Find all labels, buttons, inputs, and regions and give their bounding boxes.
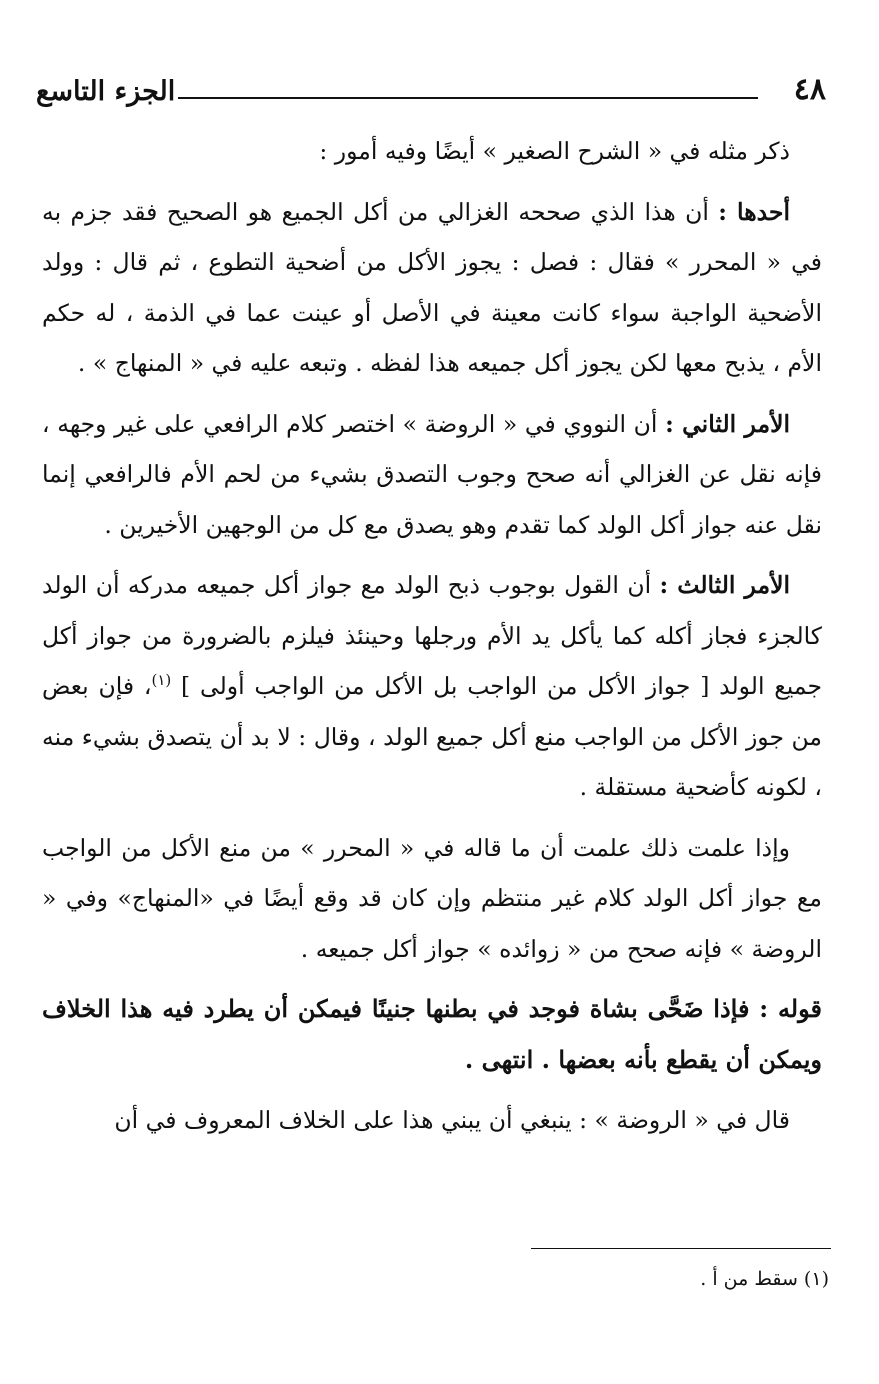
running-head: الجزء التاسع [36,76,176,107]
paragraph-rawda [42,1095,822,1146]
paragraph-text: أن هذا الذي صححه الغزالي من أكل الجميع هو الصحيح فقد جزم به في « المحرر » فقال : فصل : يجوز الأكل من أضحية التطوع ، ثم قال : وولد الأضحية الواجبة سواء كانت معينة في الأصل أو عينت عما في الذمة ، له حكم الأم ، يذبح معها لكن يجوز أكل جميعه هذا لفظه . وتبعه عليه في « المنهاج » . [42,197,822,377]
footnote-reference: (١) [151,671,172,690]
page-number: ٤٨ [793,72,826,107]
footnote-rule [531,1248,831,1249]
footnote: (١) سقط من أ . [700,1268,829,1290]
paragraph-text: أن النووي في « الروضة » اختصر كلام الرافعي على غير وجهه ، فإنه نقل عن الغزالي أنه صحح وجوب التصدق بشيء من لحم الأم فالرافعي إنما نقل عنه جواز أكل الولد كما تقدم وهو يصدق مع كل من الوجهين الأخيرين . [42,409,822,539]
page-header [36,62,826,122]
paragraph-text: قال في « الروضة » : ينبغي أن يبني هذا على الخلاف المعروف في أن [114,1106,790,1134]
paragraph-first-point [42,187,822,389]
paragraph-intro [42,126,822,177]
paragraph-text: وإذا علمت ذلك علمت أن ما قاله في « المحرر » من منع الأكل من الواجب مع جواز أكل الولد كلام غير منتظم وإن كان قد وقع أيضًا في «المنهاج» وفي « الروضة » فإنه صحح من « زوائده » جواز أكل جميعه . [42,833,822,963]
paragraph-text: ذكر مثله في « الشرح الصغير » أيضًا وفيه أمور : [319,137,790,165]
paragraph-lead: أحدها : [718,197,790,226]
paragraph-lead: الأمر الثاني : [665,409,791,438]
paragraph-lead: الأمر الثالث : [659,571,791,599]
paragraph-quotation [42,984,822,1085]
paragraph-text: أن القول بوجوب ذبح الولد مع جواز أكل جميعه مدركه أن الولد كالجزء فجاز أكله كما يأكل يد الأم ورجلها وحينئذ فيلزم بالضرورة من جواز أكل جميع الولد [ جواز الأكل من الواجب بل الأكل من الواجب أولى ] [42,571,822,700]
paragraph-text-continued: ، فإن بعض من جوز الأكل من الواجب منع أكل جميع الولد ، وقال : لا بد أن يتصدق بشيء منه ، لكونه كأضحية مستقلة . [42,672,822,801]
paragraph-third-point [42,560,822,813]
paragraph-conclusion [42,823,822,975]
header-rule [178,97,758,99]
body-text [42,126,822,1156]
paragraph-second-point [42,399,822,551]
paragraph-text: قوله : فإذا ضَحَّى بشاة فوجد في بطنها جنينًا فيمكن أن يطرد فيه هذا الخلاف ويمكن أن يقطع بأنه بعضها . انتهى . [42,994,822,1074]
